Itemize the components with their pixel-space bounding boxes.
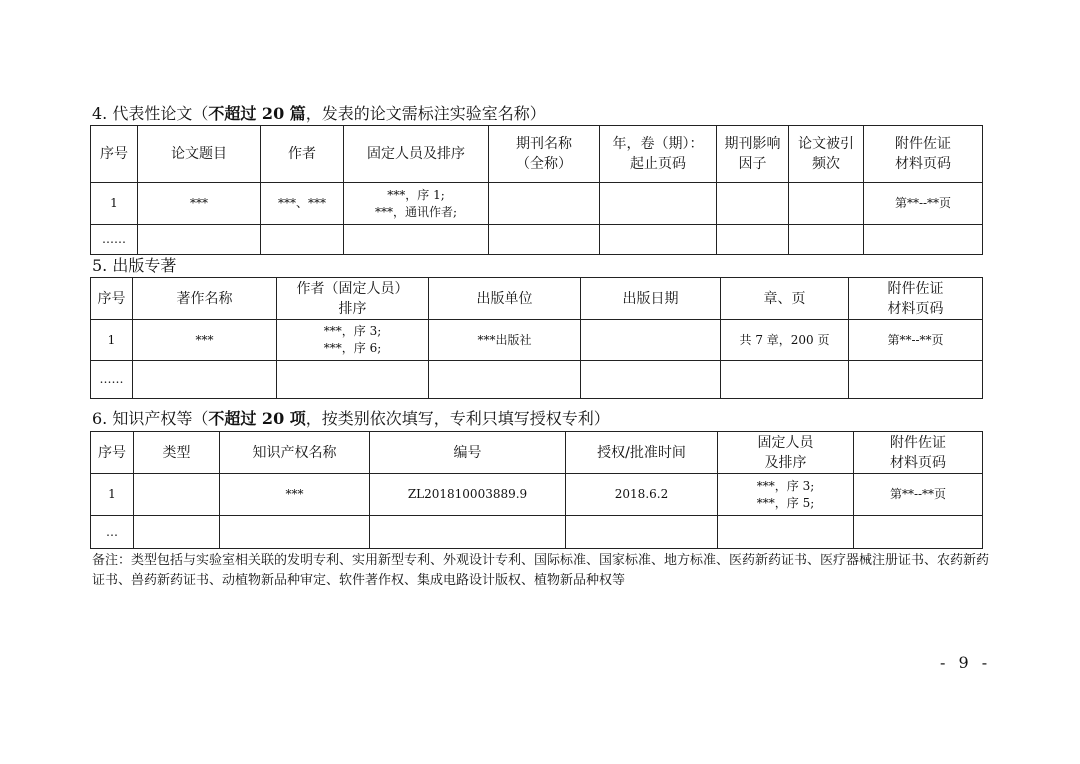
table-cell: 1: [91, 183, 138, 225]
column-header: 授权/批准时间: [566, 432, 718, 474]
table-cell: [344, 225, 489, 255]
table-row: [91, 474, 983, 516]
table-cell: 1: [91, 320, 133, 361]
table-cell: ***: [138, 183, 261, 225]
column-header: 出版日期: [581, 278, 721, 320]
remark-note: 备注：类型包括与实验室相关联的发明专利、实用新型专利、外观设计专利、国际标准、国家标准、地方标准、医药新药证书、医疗器械注册证书、农药新药证书、兽药新药证书、动植物新品种审定、软件著作权、集成电路设计版权、植物新品种权等: [92, 553, 990, 588]
column-header: 期刊影响 因子: [717, 126, 789, 183]
table-cell: [581, 320, 721, 361]
papers-table: [90, 125, 983, 255]
table-cell: ***、***: [261, 183, 344, 225]
column-header: 类型: [134, 432, 220, 474]
column-header: 固定人员 及排序: [718, 432, 854, 474]
table-cell: 共 7 章，200 页: [721, 320, 849, 361]
table-cell: [220, 516, 370, 549]
column-header: 附件佐证 材料页码: [864, 126, 983, 183]
column-header: 序号: [91, 278, 133, 320]
table-cell: [854, 516, 983, 549]
column-header: 年，卷（期）： 起止页码: [600, 126, 717, 183]
table-cell: [489, 183, 600, 225]
table-cell: ***出版社: [429, 320, 581, 361]
column-header: 附件佐证 材料页码: [854, 432, 983, 474]
table-cell: [717, 183, 789, 225]
table-header-row: [91, 126, 983, 183]
table-header-row: [91, 432, 983, 474]
column-header: 期刊名称 （全称）: [489, 126, 600, 183]
table-row: [91, 225, 983, 255]
table-cell: [581, 361, 721, 399]
table-cell: [138, 225, 261, 255]
table-cell: [277, 361, 429, 399]
column-header: 著作名称: [133, 278, 277, 320]
table-cell: 2018.6.2: [566, 474, 718, 516]
table-cell: 第**--**页: [854, 474, 983, 516]
ip-table: [90, 431, 983, 549]
table-cell: [370, 516, 566, 549]
table-cell: [600, 183, 717, 225]
column-header: 固定人员及排序: [344, 126, 489, 183]
column-header: 作者（固定人员） 排序: [277, 278, 429, 320]
column-header: 章、页: [721, 278, 849, 320]
column-header: 编号: [370, 432, 566, 474]
table-cell: [718, 516, 854, 549]
table-cell: ***，序 1; ***，通讯作者;: [344, 183, 489, 225]
table-cell: [789, 183, 864, 225]
column-header: 序号: [91, 432, 134, 474]
column-header: 知识产权名称: [220, 432, 370, 474]
table-cell: …: [91, 516, 134, 549]
column-header: 附件佐证 材料页码: [849, 278, 983, 320]
table-cell: 1: [91, 474, 134, 516]
table-cell: [566, 516, 718, 549]
table-cell: [489, 225, 600, 255]
table-row: [91, 361, 983, 399]
table-cell: [864, 225, 983, 255]
table-cell: 第**--**页: [849, 320, 983, 361]
table-cell: ZL201810003889.9: [370, 474, 566, 516]
table-cell: [849, 361, 983, 399]
column-header: 作者: [261, 126, 344, 183]
table-row: [91, 183, 983, 225]
table-cell: ……: [91, 361, 133, 399]
section6-heading: 6. 知识产权等（不超过 20 项，按类别依次填写，专利只填写授权专利）: [92, 409, 610, 428]
table-header-row: [91, 278, 983, 320]
table-cell: [134, 474, 220, 516]
column-header: 论文被引 频次: [789, 126, 864, 183]
table-cell: [261, 225, 344, 255]
table-cell: ***，序 3; ***，序 5;: [718, 474, 854, 516]
column-header: 论文题目: [138, 126, 261, 183]
section4-heading: 4. 代表性论文（不超过 20 篇，发表的论文需标注实验室名称）: [92, 104, 546, 123]
column-header: 出版单位: [429, 278, 581, 320]
monographs-table: [90, 277, 983, 399]
table-cell: [134, 516, 220, 549]
table-cell: [429, 361, 581, 399]
column-header: 序号: [91, 126, 138, 183]
table-row: [91, 320, 983, 361]
table-cell: ……: [91, 225, 138, 255]
table-cell: [133, 361, 277, 399]
section5-heading: 5. 出版专著: [92, 256, 177, 275]
table-cell: [721, 361, 849, 399]
table-cell: ***: [133, 320, 277, 361]
table-cell: [789, 225, 864, 255]
table-cell: 第**--**页: [864, 183, 983, 225]
page-number: - 9 -: [940, 653, 992, 672]
table-cell: [600, 225, 717, 255]
table-cell: ***，序 3; ***，序 6;: [277, 320, 429, 361]
table-cell: [717, 225, 789, 255]
table-row: [91, 516, 983, 549]
table-cell: ***: [220, 474, 370, 516]
